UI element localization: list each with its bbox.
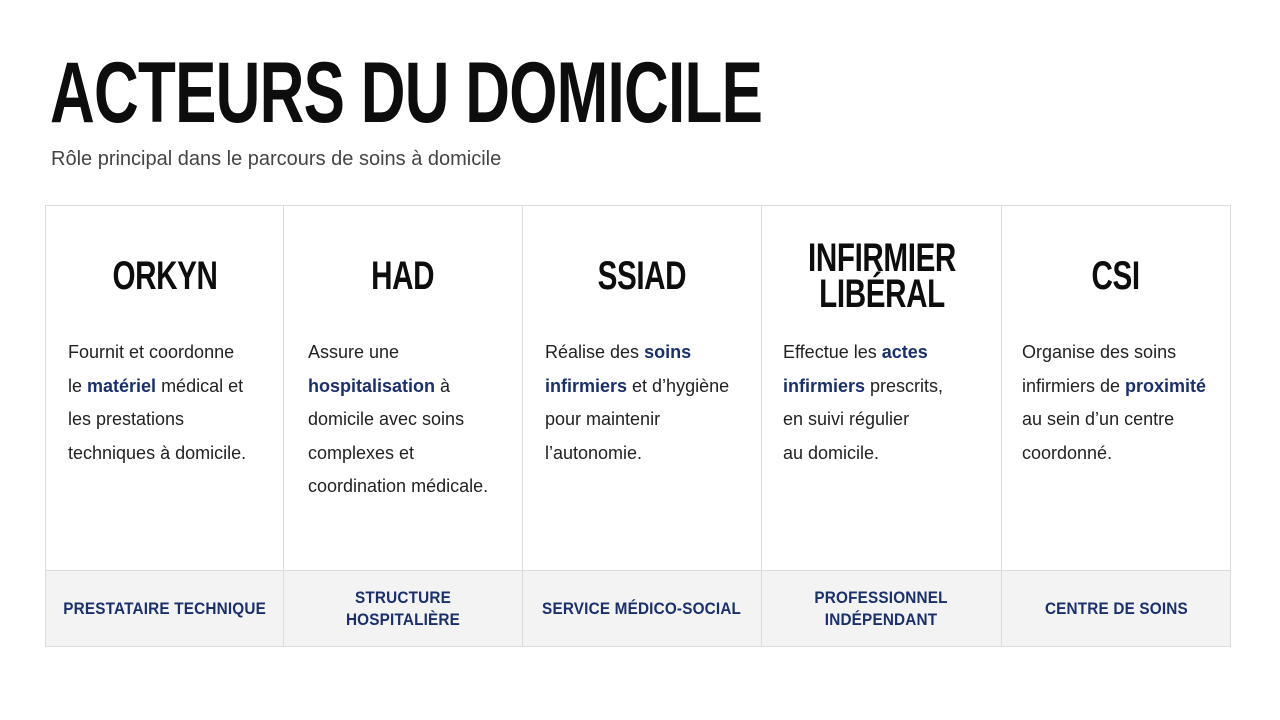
- description-text: pour maintenir: [545, 409, 661, 429]
- description-text: Fournit et coordonne: [68, 342, 235, 362]
- description-line: [68, 336, 269, 370]
- actor-column-orkyn: [46, 206, 284, 646]
- actor-name: ORKYN: [111, 254, 218, 298]
- description-text: en suivi régulier: [783, 409, 910, 429]
- description-line: [783, 336, 987, 370]
- highlighted-keyword: actes: [881, 342, 928, 362]
- description-text: au domicile.: [783, 442, 880, 463]
- description-line: [308, 370, 508, 404]
- actor-category: STRUCTURE HOSPITALIÈRE: [345, 587, 461, 629]
- description-line: [545, 403, 747, 437]
- page-subtitle: Rôle principal dans le parcours de soins à domicile: [51, 148, 502, 170]
- actor-name: CSI: [1091, 254, 1141, 298]
- actor-name: INFIRMIER LIBÉRAL: [807, 236, 956, 316]
- actor-description: [783, 336, 987, 470]
- actor-description: [68, 336, 269, 470]
- actor-category: SERVICE MÉDICO-SOCIAL: [542, 598, 742, 618]
- page-title: ACTEURS DU DOMICILE: [50, 45, 763, 141]
- description-text: techniques à domicile.: [68, 442, 247, 463]
- actor-column-ssiad: [523, 206, 762, 646]
- actor-category: CENTRE DE SOINS: [1044, 598, 1188, 618]
- description-line: [308, 437, 508, 471]
- description-text: l’autonomie.: [545, 442, 643, 463]
- description-line: [68, 403, 269, 437]
- description-text: les prestations: [68, 409, 185, 429]
- highlighted-keyword: matériel: [87, 375, 157, 396]
- description-line: [783, 370, 987, 404]
- highlighted-keyword: infirmiers: [783, 375, 866, 396]
- description-text: domicile avec soins: [308, 409, 465, 429]
- description-line: [1022, 336, 1216, 370]
- description-text: Assure une: [308, 342, 400, 362]
- description-line: [545, 336, 747, 370]
- description-text: le: [68, 375, 88, 396]
- description-line: [68, 370, 269, 404]
- description-line: [308, 470, 508, 504]
- actor-name: HAD: [371, 254, 435, 298]
- actor-column-infirmier-liberal: [762, 206, 1002, 646]
- description-text: coordination médicale.: [308, 476, 489, 496]
- description-line: [545, 370, 747, 404]
- description-text: au sein d’un centre: [1022, 409, 1175, 429]
- actor-name: SSIAD: [597, 254, 687, 298]
- description-line: [1022, 437, 1216, 471]
- highlighted-keyword: hospitalisation: [308, 375, 436, 396]
- description-text: complexes et: [308, 442, 415, 463]
- description-text: à: [435, 375, 451, 396]
- description-text: prescrits,: [865, 375, 944, 396]
- description-text: Organise des soins: [1022, 342, 1177, 362]
- highlighted-keyword: soins: [644, 342, 692, 362]
- description-line: [1022, 403, 1216, 437]
- actor-category: PRESTATAIRE TECHNIQUE: [63, 598, 266, 618]
- description-text: infirmiers de: [1022, 375, 1126, 396]
- description-line: [783, 437, 987, 471]
- description-line: [1022, 370, 1216, 404]
- actor-column-had: [284, 206, 523, 646]
- description-line: [68, 437, 269, 471]
- description-text: Effectue les: [783, 342, 882, 362]
- description-line: [783, 403, 987, 437]
- highlighted-keyword: proximité: [1125, 375, 1207, 396]
- description-text: coordonné.: [1022, 442, 1113, 463]
- description-line: [308, 403, 508, 437]
- actor-column-csi: [1002, 206, 1230, 646]
- actors-table: [45, 205, 1231, 647]
- actor-description: [545, 336, 747, 470]
- description-line: [545, 437, 747, 471]
- actor-description: [1022, 336, 1216, 470]
- highlighted-keyword: infirmiers: [545, 375, 628, 396]
- actor-description: [308, 336, 508, 504]
- actor-category: PROFESSIONNEL INDÉPENDANT: [814, 587, 949, 629]
- description-text: Réalise des: [545, 342, 645, 362]
- description-line: [308, 336, 508, 370]
- description-text: médical et: [156, 375, 244, 396]
- description-text: et d’hygiène: [627, 375, 730, 396]
